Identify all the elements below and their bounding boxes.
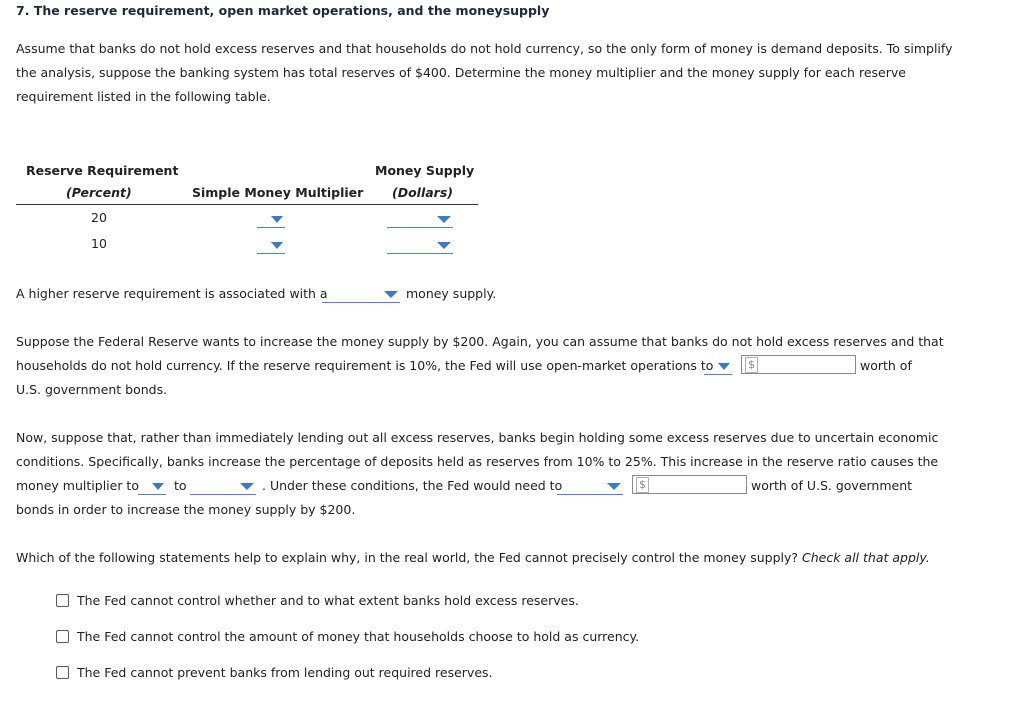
q3-line-1: Suppose the Federal Reserve wants to increase the money supply by $200. Again, you can assume that banks do not hold excess reserves and that xyxy=(16,334,944,349)
bond-amount-input-25pct[interactable] xyxy=(632,475,747,494)
checkbox-option-3[interactable] xyxy=(56,666,69,679)
page-title: 7. The reserve requirement, open market operations, and the moneysupply xyxy=(16,3,550,18)
table-header-rule xyxy=(16,204,478,205)
bond-amount-input-10pct[interactable] xyxy=(741,355,856,374)
col-header-simple-money-multiplier: Simple Money Multiplier xyxy=(192,185,364,200)
q4-line-1: Now, suppose that, rather than immediately lending out all excess reserves, banks begin holding some excess reserves due to uncertain economic xyxy=(16,430,939,445)
chevron-down-icon xyxy=(718,363,730,370)
multiplier-direction-dropdown[interactable] xyxy=(138,480,166,495)
option-label-3: The Fed cannot prevent banks from lending out required reserves. xyxy=(77,665,493,680)
q3-line-3: U.S. government bonds. xyxy=(16,382,168,397)
q5-prompt-text: Which of the following statements help to explain why, in the real world, the Fed cannot precisely control the money supply? xyxy=(16,550,799,565)
dollar-icon: $ xyxy=(745,357,758,373)
q4-line-3-a: money multiplier to xyxy=(16,478,139,493)
checkbox-option-1[interactable] xyxy=(56,594,69,607)
q4-line-3-d: worth of U.S. government xyxy=(751,478,913,493)
money-supply-dropdown-row-10[interactable] xyxy=(387,239,453,254)
open-market-action-dropdown[interactable] xyxy=(704,360,732,375)
q5-prompt-emphasis: Check all that apply. xyxy=(802,550,930,565)
option-label-2: The Fed cannot control the amount of money that households choose to hold as currency. xyxy=(77,629,640,644)
col-header-reserve-requirement: Reserve Requirement xyxy=(26,163,179,178)
multiplier-dropdown-row-20[interactable] xyxy=(257,213,285,228)
chevron-down-icon xyxy=(271,216,283,223)
col-header-money-supply: Money Supply xyxy=(375,163,475,178)
multiplier-dropdown-row-10[interactable] xyxy=(257,239,285,254)
chevron-down-icon xyxy=(607,483,621,490)
chevron-down-icon xyxy=(437,216,451,223)
chevron-down-icon xyxy=(384,291,398,298)
q5-prompt xyxy=(16,550,930,565)
chevron-down-icon xyxy=(240,483,254,490)
bond-amount-field-2[interactable] xyxy=(651,476,746,495)
checkbox-option-2[interactable] xyxy=(56,630,69,643)
q3-line-2-after: worth of xyxy=(860,358,912,373)
dollar-icon: $ xyxy=(636,477,649,493)
chevron-down-icon xyxy=(437,242,451,249)
fed-action-dropdown[interactable] xyxy=(557,480,623,495)
chevron-down-icon xyxy=(271,242,283,249)
row-reserve-requirement: 20 xyxy=(91,210,107,225)
money-supply-direction-dropdown[interactable] xyxy=(322,288,400,303)
money-supply-dropdown-row-20[interactable] xyxy=(387,213,453,228)
q4-line-3-b: to xyxy=(174,478,187,493)
q4-line-4: bonds in order to increase the money supply by $200. xyxy=(16,502,356,517)
intro-line-2: the analysis, suppose the banking system has total reserves of $400. Determine the money multiplier and the money supply for each reserve xyxy=(16,65,906,80)
intro-line-1: Assume that banks do not hold excess reserves and that households do not hold currency, so the only form of money is demand deposits. To simplify xyxy=(16,41,953,56)
col-subheader-dollars: (Dollars) xyxy=(392,185,453,200)
q4-line-2: conditions. Specifically, banks increase the percentage of deposits held as reserves from 10% to 25%. This increase in the reserve ratio causes the xyxy=(16,454,939,469)
q2-text-after: money supply. xyxy=(406,286,497,301)
col-subheader-percent: (Percent) xyxy=(66,185,132,200)
q3-line-2: households do not hold currency. If the reserve requirement is 10%, the Fed will use open-market operations to xyxy=(16,358,714,373)
new-multiplier-dropdown[interactable] xyxy=(190,480,256,495)
option-label-1: The Fed cannot control whether and to what extent banks hold excess reserves. xyxy=(77,593,579,608)
row-reserve-requirement: 10 xyxy=(91,236,107,251)
q4-line-3-c: . Under these conditions, the Fed would need to xyxy=(262,478,563,493)
intro-line-3: requirement listed in the following table. xyxy=(16,89,271,104)
bond-amount-field[interactable] xyxy=(760,356,855,375)
q2-text-before: A higher reserve requirement is associated with a xyxy=(16,286,328,301)
chevron-down-icon xyxy=(152,483,164,490)
